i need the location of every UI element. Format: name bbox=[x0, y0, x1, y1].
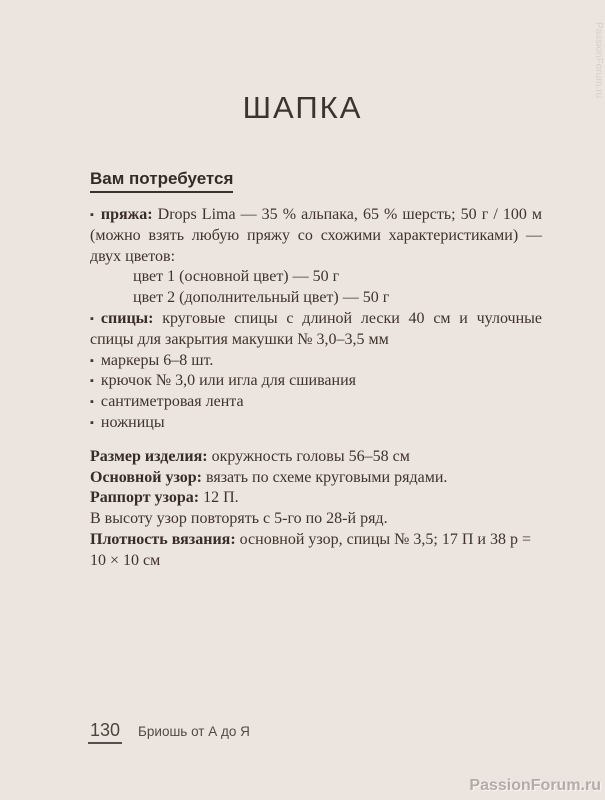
spec-text: основной узор, спицы № 3,5; 17 П и 38 р = 10 × 10 см bbox=[90, 530, 532, 569]
list-item-text: крючок № 3,0 или игла для сшивания bbox=[100, 372, 357, 390]
page-content bbox=[0, 126, 605, 572]
spec-text: окружность головы 56–58 см bbox=[207, 447, 410, 465]
list-item-text: сантиметровая лента bbox=[100, 393, 244, 411]
term-label: спицы: bbox=[100, 309, 154, 327]
list-item bbox=[90, 351, 542, 372]
list-item bbox=[90, 371, 542, 392]
spec-text: 12 П. bbox=[199, 489, 239, 507]
page-number: 130 bbox=[88, 720, 122, 744]
list-item-text: круговые спицы с длиной лески 40 см и чулочные спицы для закрытия макушки № 3,0–3,5 мм bbox=[90, 309, 542, 348]
list-item bbox=[90, 205, 542, 267]
list-item bbox=[90, 413, 542, 434]
spec-line bbox=[90, 488, 542, 509]
watermark-vertical: PassionForum.ru bbox=[593, 22, 604, 99]
term-label: Плотность вязания: bbox=[90, 530, 236, 548]
spec-text: В высоту узор повторять с 5-го по 28-й ряд. bbox=[90, 510, 388, 528]
list-item-text: Drops Lima — 35 % альпака, 65 % шерсть; 50 г / 100 м (можно взять любую пряжу со схожими характеристиками) — двух цветов: bbox=[90, 206, 542, 265]
list-item bbox=[133, 288, 542, 309]
bullet-icon: ▪ bbox=[90, 375, 94, 388]
page-footer bbox=[88, 720, 250, 744]
section-heading: Вам потребуется bbox=[90, 169, 233, 193]
bullet-icon: ▪ bbox=[90, 209, 94, 221]
spec-line bbox=[90, 468, 542, 489]
watermark: PassionForum.ru bbox=[469, 777, 601, 794]
specs-block bbox=[90, 447, 542, 572]
list-item bbox=[90, 309, 542, 351]
spec-line bbox=[90, 530, 542, 572]
term-label: Основной узор: bbox=[90, 468, 203, 486]
term-label: Размер изделия: bbox=[90, 447, 208, 465]
materials-list bbox=[90, 205, 542, 434]
list-item bbox=[133, 267, 542, 288]
list-item-text: маркеры 6–8 шт. bbox=[100, 351, 214, 369]
bullet-icon: ▪ bbox=[90, 416, 94, 429]
list-item-text: ножницы bbox=[100, 413, 165, 431]
bullet-icon: ▪ bbox=[90, 354, 94, 367]
spec-line bbox=[90, 447, 542, 468]
list-item-text: цвет 2 (дополнительный цвет) — 50 г bbox=[133, 289, 390, 307]
list-item bbox=[90, 392, 542, 413]
page-title: ШАПКА bbox=[242, 90, 363, 125]
bullet-icon: ▪ bbox=[90, 396, 94, 409]
spec-text: вязать по схеме круговыми рядами. bbox=[202, 468, 448, 486]
bullet-icon: ▪ bbox=[90, 312, 94, 325]
term-label: Раппорт узора: bbox=[90, 489, 200, 507]
book-title: Бриошь от А до Я bbox=[138, 724, 250, 739]
spec-line bbox=[90, 509, 542, 530]
list-item-text: цвет 1 (основной цвет) — 50 г bbox=[133, 268, 340, 286]
term-label: пряжа: bbox=[100, 206, 153, 223]
